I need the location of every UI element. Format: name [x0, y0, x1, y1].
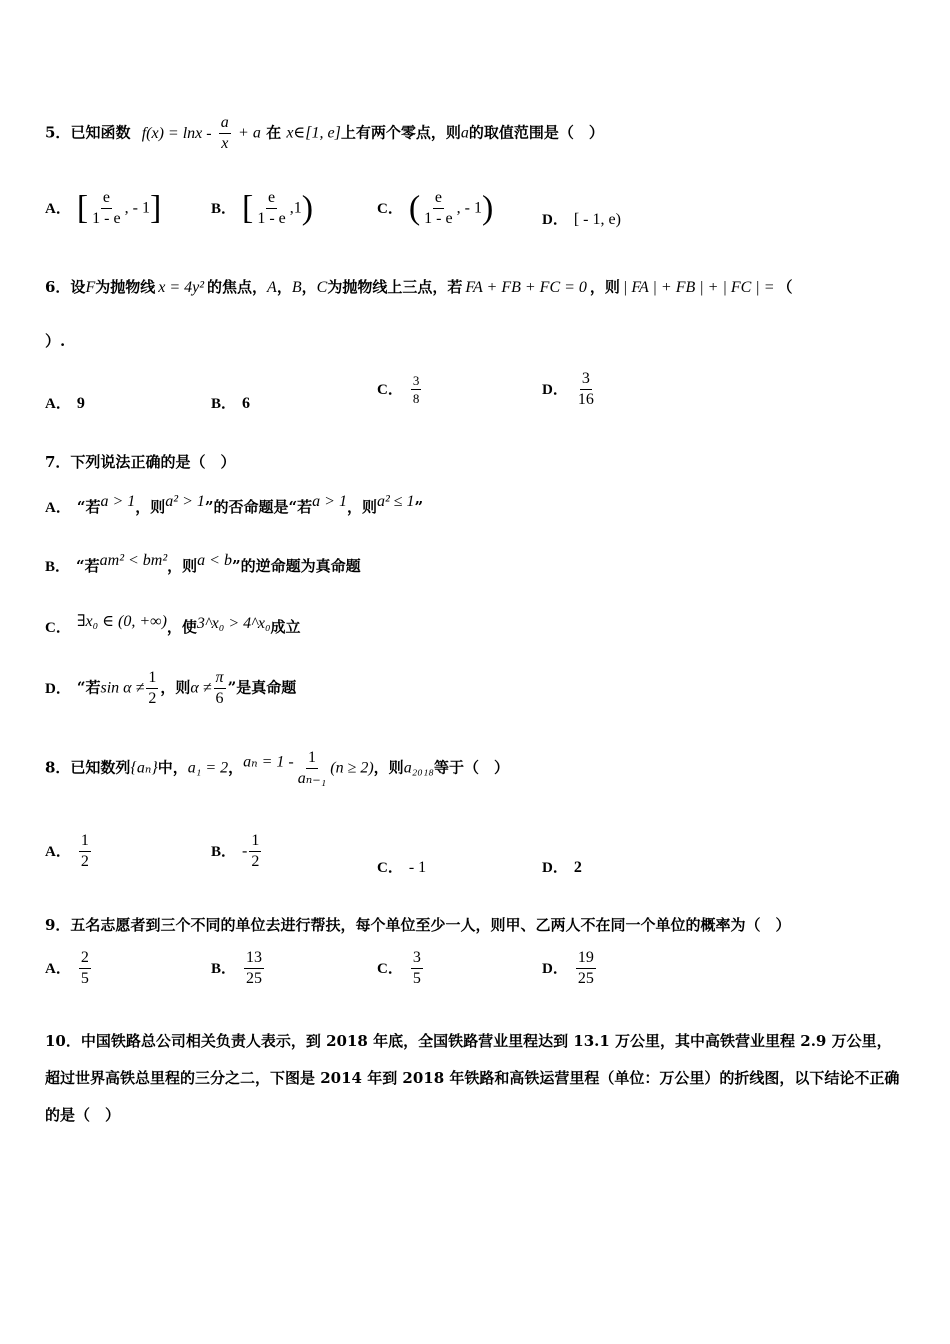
q7-option-a[interactable]: A． “若a > 1，则a² > 1”的否命题是“若a > 1，则a² ≤ 1”	[45, 493, 424, 516]
q6-line2: ）.	[45, 332, 66, 350]
q7-option-b[interactable]: B． “若am² < bm²，则a < b”的逆命题为真命题	[45, 552, 361, 575]
q9-option-b[interactable]: B． $\frac{13}{25}$	[211, 949, 263, 987]
q8-option-d[interactable]: D． 2	[542, 859, 582, 876]
q5-tail: 上有两个零点，则	[340, 123, 461, 142]
q5-option-a[interactable]: A． [ $\frac{e}{1 - e}$ , - 1]	[45, 189, 162, 227]
q5-option-c[interactable]: C． ( $\frac{e}{1 - e}$ , - 1)	[377, 189, 494, 227]
question-5	[45, 113, 604, 154]
q8-sequence: {aₙ}	[130, 759, 158, 777]
q5-option-b[interactable]: B． [ $\frac{e}{1 - e}$ ,1)	[211, 189, 314, 227]
q5-text: 已知函数	[70, 123, 131, 142]
q6-condition: FA + FB + FC = 0	[465, 279, 587, 296]
question-7-title: 7．下列说法正确的是（ ）	[45, 453, 236, 471]
q8-option-c[interactable]: C． - 1	[377, 859, 427, 876]
q5-zai: 在	[266, 123, 282, 142]
q8-option-a[interactable]: A． $\frac{1}{2}$	[45, 832, 89, 870]
q6-parabola: x = 4y²	[158, 279, 205, 296]
q7-option-c[interactable]: C． ∃x₀ ∈ (0, +∞)，使3^x₀ > 4^x₀成立	[45, 613, 301, 636]
question-9-title: 9．五名志愿者到三个不同的单位去进行帮扶，每个单位至少一人，则甲、乙两人不在同一个单位的概率为（ ）	[45, 916, 791, 934]
q8-option-b[interactable]: B． - $\frac{1}{2}$	[211, 832, 260, 870]
question-8: 8．已知数列{aₙ}中，a₁ = 2，aₙ = 1 - $\frac{1}{\text{aₙ₋₁}}$ (n ≥ 2)，则a₂₀₁₈等于（ ）	[45, 749, 509, 787]
q6-option-c[interactable]: C． $\frac{3}{8}$	[377, 373, 420, 406]
question-10: 10．中国铁路总公司相关负责人表示，到 2018 年底，全国铁路营业里程达到 13.1 万公里，其中高铁营业里程 2.9 万公里，超过世界高铁总里程的三分之二，下图是 2014 年到 2018 年铁路和高铁运营里程（单位：万公里）的折线图，以下结论不正确的是（ ）	[45, 1032, 900, 1124]
q5-function: f(x) = lnx -	[141, 124, 212, 142]
q6-option-d[interactable]: D． $\frac{3}{16}$	[542, 370, 594, 408]
q6-option-b[interactable]: B． 6	[211, 395, 251, 412]
q5-option-d[interactable]: D． [ - 1, e)	[542, 211, 621, 228]
q5-var: a	[460, 124, 469, 142]
q7-option-d[interactable]: D． “若sin α ≠ $\frac{1}{2}$ ，则α ≠ $\frac{\pi}{6}$ ”是真命题	[45, 669, 297, 707]
q5-fraction: $\frac{a}{x}$	[220, 114, 229, 152]
q8-a2018: a₂₀₁₈	[403, 759, 434, 777]
q9-option-c[interactable]: C． $\frac{3}{5}$	[377, 949, 421, 987]
q6-option-a[interactable]: A． 9	[45, 395, 85, 412]
q5-number: 5．	[45, 123, 71, 142]
q5-plus-a: + a	[238, 124, 261, 142]
q5-interval: x∈[1, e]	[286, 124, 341, 142]
q9-option-a[interactable]: A． $\frac{2}{5}$	[45, 949, 89, 987]
q8-fraction: $\frac{1}{\text{aₙ₋₁}}$	[297, 749, 327, 787]
question-6: 6．设F为抛物线 x = 4y² 的焦点，A，B，C为抛物线上三点，若 FA + FB + FC = 0 ，则 | FA | + FB | + | FC | = （	[45, 278, 793, 296]
q9-option-d[interactable]: D． $\frac{19}{25}$	[542, 949, 594, 987]
q6-expression: | FA | + FB | + | FC | =	[622, 279, 775, 296]
q5-tail2: 的取值范围是（ ）	[468, 123, 604, 142]
q6-F: F	[85, 279, 96, 296]
